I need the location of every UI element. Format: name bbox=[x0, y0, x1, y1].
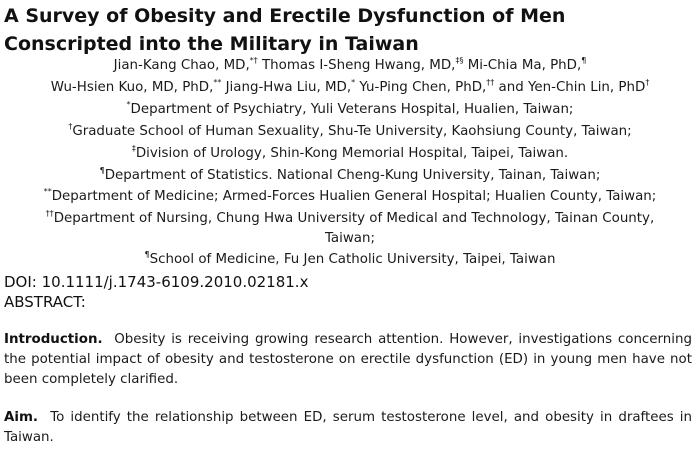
affiliation-marker: † bbox=[68, 122, 73, 131]
author-name: Yu-Ping Chen, PhD, bbox=[359, 80, 487, 95]
affiliation-text: Division of Urology, Shin-Kong Memorial Hospital, Taipei, Taiwan. bbox=[135, 146, 569, 161]
affiliation-marker: ¶ bbox=[144, 250, 150, 259]
aim-paragraph bbox=[4, 408, 692, 448]
author-line-2 bbox=[0, 78, 700, 97]
doi: DOI: 10.1111/j.1743-6109.2010.02181.x bbox=[4, 273, 309, 291]
affiliation bbox=[0, 229, 700, 248]
author-name: Mi-Chia Ma, PhD, bbox=[467, 58, 582, 73]
author-name: Thomas I-Sheng Hwang, MD, bbox=[261, 58, 456, 73]
affiliation bbox=[0, 144, 700, 163]
affiliation bbox=[0, 122, 700, 141]
affiliation-text: Department of Medicine; Armed-Forces Hualien General Hospital; Hualien County, Taiwan; bbox=[51, 189, 657, 204]
affiliation-marker: ‡ bbox=[131, 144, 136, 153]
paper-title: A Survey of Obesity and Erectile Dysfunction of Men Conscripted into the Military in Taiwan bbox=[4, 5, 566, 55]
affiliation-marker: ** bbox=[43, 187, 52, 196]
affiliation-text: Taiwan; bbox=[324, 231, 376, 246]
affiliation-text: Department of Psychiatry, Yuli Veterans Hospital, Hualien, Taiwan; bbox=[130, 102, 574, 117]
author-marker: † bbox=[645, 78, 650, 87]
abstract-label: ABSTRACT: bbox=[4, 293, 86, 311]
affiliation-marker: * bbox=[126, 100, 131, 109]
author-marker: †† bbox=[486, 78, 495, 87]
aim-heading: Aim. bbox=[4, 410, 38, 425]
author-name: Jian-Kang Chao, MD, bbox=[113, 58, 250, 73]
author-marker: ¶ bbox=[581, 56, 587, 65]
affiliation-text: Department of Nursing, Chung Hwa University of Medical and Technology, Tainan County, bbox=[53, 211, 655, 226]
author-marker: ‡§ bbox=[455, 56, 464, 65]
affiliation bbox=[0, 187, 700, 206]
author-marker: * bbox=[351, 78, 356, 87]
author-name: and Yen-Chin Lin, PhD bbox=[498, 80, 646, 95]
affiliation bbox=[0, 250, 700, 269]
author-name: Jiang-Hwa Liu, MD, bbox=[225, 80, 352, 95]
author-name: Wu-Hsien Kuo, MD, PhD, bbox=[50, 80, 214, 95]
author-marker: *† bbox=[249, 56, 258, 65]
affiliation bbox=[0, 166, 700, 185]
introduction-heading: Introduction. bbox=[4, 332, 103, 347]
author-marker: ** bbox=[213, 78, 222, 87]
affiliation-text: Department of Statistics. National Cheng-Kung University, Tainan, Taiwan; bbox=[104, 168, 601, 183]
affiliation-text: School of Medicine, Fu Jen Catholic University, Taipei, Taiwan bbox=[149, 252, 556, 267]
aim-text: To identify the relationship between ED, serum testosterone level, and obesity in draftees in Taiwan. bbox=[4, 410, 693, 445]
affiliation-marker: ¶ bbox=[99, 166, 105, 175]
affiliation bbox=[0, 209, 700, 228]
affiliation bbox=[0, 100, 700, 119]
affiliation-marker: †† bbox=[45, 209, 54, 218]
introduction-text: Obesity is receiving growing research attention. However, investigations concerning the potential impact of obesity and testosterone on erectile dysfunction (ED) in young men have not been completely clarified. bbox=[4, 332, 692, 387]
introduction-paragraph bbox=[4, 330, 692, 390]
author-line-1 bbox=[0, 56, 700, 75]
affiliation-text: Graduate School of Human Sexuality, Shu-Te University, Kaohsiung County, Taiwan; bbox=[72, 124, 632, 139]
